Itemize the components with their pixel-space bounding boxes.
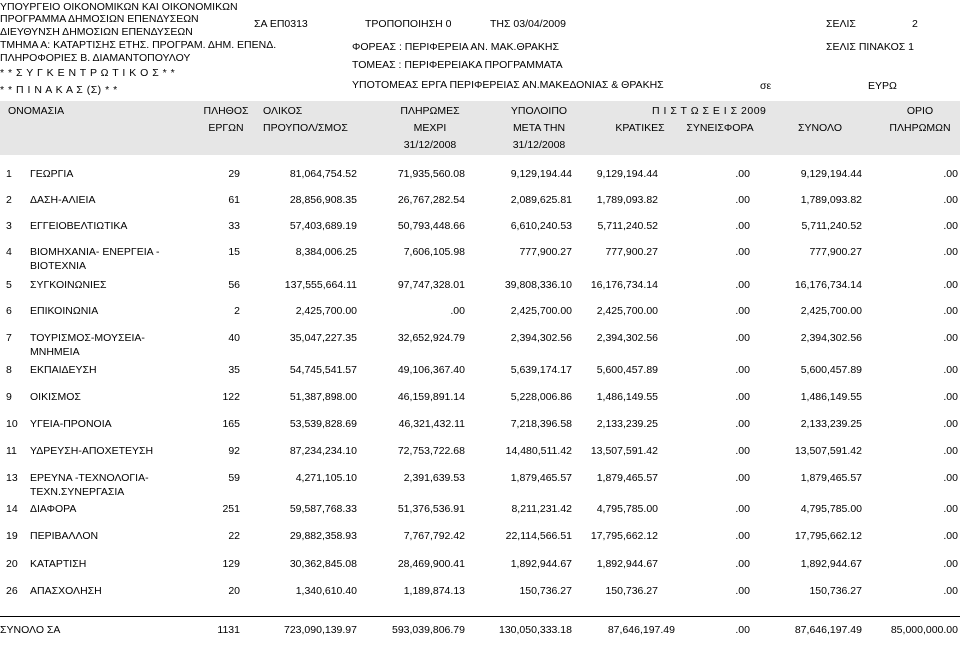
table-row (0, 194, 960, 222)
row-cofund: .00 (735, 503, 750, 515)
row-remaining: 22,114,566.51 (505, 530, 572, 542)
col-total-header: ΣΥΝΟΛΟ (797, 122, 842, 134)
row-total: 2,425,700.00 (800, 305, 862, 317)
row-national: 2,394,302.56 (596, 332, 658, 344)
row-cofund: .00 (735, 418, 750, 430)
row-name: ΕΚΠΑΙΔΕΥΣΗ (30, 364, 97, 376)
row-budget: 51,387,898.00 (289, 391, 357, 403)
row-limit: .00 (943, 445, 958, 457)
credits-2009-header: Π Ι Σ Τ Ω Σ Ε Ι Σ 2009 (652, 105, 767, 117)
row-paid: 28,469,900.41 (397, 558, 465, 570)
totals-remaining: 130,050,333.18 (499, 624, 572, 636)
row-name: ΥΓΕΙΑ-ΠΡΟΝΟΙΑ (30, 418, 112, 430)
row-budget: 81,064,754.52 (289, 168, 357, 180)
row-remaining: 39,808,336.10 (504, 279, 572, 291)
page-label: ΣΕΛΙΣ (826, 18, 856, 30)
table-row (0, 391, 960, 419)
row-limit: .00 (943, 246, 958, 258)
row-name: ΕΡΕΥΝΑ -ΤΕΧΝΟΛΟΓΙΑ- ΤΕΧΝ.ΣΥΝΕΡΓΑΣΙΑ (30, 472, 149, 498)
row-count: 33 (228, 220, 240, 232)
row-cofund: .00 (735, 445, 750, 457)
row-national: 2,133,239.25 (596, 418, 658, 430)
row-remaining: 14,480,511.42 (505, 445, 572, 457)
row-paid: 32,652,924.79 (397, 332, 465, 344)
row-limit: .00 (943, 585, 958, 597)
row-budget: 57,403,689.19 (289, 220, 357, 232)
row-national: 13,507,591.42 (590, 445, 658, 457)
row-count: 122 (222, 391, 240, 403)
row-limit: .00 (943, 418, 958, 430)
col-national-header: ΚΡΑΤΙΚΕΣ (615, 122, 665, 134)
row-paid: 7,767,792.42 (403, 530, 465, 542)
row-code: 19 (6, 530, 18, 542)
col-name-header: ΟΝΟΜΑΣΙΑ (8, 105, 65, 117)
row-national: 1,789,093.82 (596, 194, 658, 206)
row-budget: 30,362,845.08 (289, 558, 357, 570)
row-code: 8 (6, 364, 12, 376)
col-count-header-1: ΠΛΗΘΟΣ (203, 105, 249, 117)
col-count-header-2: ΕΡΓΩΝ (208, 122, 244, 134)
totals-cofund: .00 (735, 624, 750, 636)
row-paid: .00 (450, 305, 465, 317)
row-national: 1,879,465.57 (596, 472, 658, 484)
row-cofund: .00 (735, 220, 750, 232)
table-row (0, 220, 960, 248)
table-row (0, 472, 960, 500)
row-code: 20 (6, 558, 18, 570)
row-cofund: .00 (735, 391, 750, 403)
row-code: 9 (6, 391, 12, 403)
row-limit: .00 (943, 503, 958, 515)
row-code: 6 (6, 305, 12, 317)
row-name: ΤΟΥΡΙΣΜΟΣ-ΜΟΥΣΕΙΑ- ΜΝΗΜΕΙΑ (30, 332, 145, 358)
row-total: 1,789,093.82 (800, 194, 862, 206)
directorate-line: ΔΙΕΥΘΥΝΣΗ ΔΗΜΟΣΙΩΝ ΕΠΕΝΔΥΣΕΩΝ (0, 26, 193, 38)
col-remaining-header-2: ΜΕΤΑ ΤΗΝ (512, 122, 566, 134)
row-paid: 51,376,536.91 (397, 503, 465, 515)
row-limit: .00 (943, 530, 958, 542)
report-date: ΤΗΣ 03/04/2009 (490, 18, 566, 30)
totals-budget: 723,090,139.97 (284, 624, 357, 636)
row-national: 5,711,240.52 (597, 220, 658, 232)
totals-national: 87,646,197.49 (607, 624, 675, 636)
row-cofund: .00 (735, 332, 750, 344)
row-cofund: .00 (735, 168, 750, 180)
modification-number: ΤΡΟΠΟΠΟΙΗΣΗ 0 (365, 18, 452, 30)
row-remaining: 2,425,700.00 (510, 305, 572, 317)
row-remaining: 1,892,944.67 (510, 558, 572, 570)
row-total: 1,879,465.57 (800, 472, 862, 484)
table-row (0, 332, 960, 360)
row-paid: 7,606,105.98 (403, 246, 465, 258)
row-cofund: .00 (735, 364, 750, 376)
row-national: 17,795,662.12 (590, 530, 658, 542)
row-total: 1,486,149.55 (800, 391, 862, 403)
ministry-line: ΥΠΟΥΡΓΕΙΟ ΟΙΚΟΝΟΜΙΚΩΝ ΚΑΙ ΟΙΚΟΝΟΜΙΚΩΝ (0, 1, 238, 13)
row-remaining: 150,736.27 (519, 585, 572, 597)
department-line: ΤΜΗΜΑ Α: ΚΑΤΑΡΤΙΣΗΣ ΕΤΗΣ. ΠΡΟΓΡΑΜ. ΔΗΜ. ΕΠΕΝΔ. (0, 39, 277, 51)
row-limit: .00 (943, 279, 958, 291)
row-total: 2,394,302.56 (800, 332, 862, 344)
row-budget: 1,340,610.40 (295, 585, 357, 597)
table-row (0, 445, 960, 473)
row-remaining: 5,228,006.86 (510, 391, 572, 403)
row-name: ΒΙΟΜΗΧΑΝΙΑ- ΕΝΕΡΓΕΙΑ - ΒΙΟΤΕΧΝΙΑ (30, 246, 160, 272)
table-row (0, 168, 960, 196)
row-remaining: 1,879,465.57 (510, 472, 572, 484)
table-title-line: * * Π Ι Ν Α Κ Α Σ (Σ) * * (0, 84, 118, 96)
row-budget: 28,856,908.35 (289, 194, 357, 206)
totals-label: ΣΥΝΟΛΟ ΣΑ (0, 624, 61, 636)
table-row (0, 418, 960, 446)
sa-code: ΣΑ ΕΠ0313 (254, 18, 308, 30)
row-paid: 1,189,874.13 (403, 585, 465, 597)
row-name: ΣΥΓΚΟΙΝΩΝΙΕΣ (30, 279, 107, 291)
row-national: 1,892,944.67 (596, 558, 658, 570)
row-code: 7 (6, 332, 12, 344)
row-limit: .00 (943, 332, 958, 344)
totals-count: 1131 (217, 624, 240, 636)
row-remaining: 7,218,396.58 (510, 418, 572, 430)
contact-line: ΠΛΗΡΟΦΟΡΙΕΣ Β. ΔΙΑΜΑΝΤΟΠΟΥΛΟΥ (0, 52, 191, 64)
totals-row (0, 624, 960, 652)
row-total: 13,507,591.42 (794, 445, 862, 457)
row-count: 59 (228, 472, 240, 484)
subsection-label: ΥΠΟΤΟΜΕΑΣ ΕΡΓΑ ΠΕΡΙΦΕΡΕΙΑΣ ΑΝ.ΜΑΚΕΔΟΝΙΑΣ & ΘΡΑΚΗΣ (352, 79, 664, 91)
table-row (0, 503, 960, 531)
row-limit: .00 (943, 168, 958, 180)
row-national: 150,736.27 (605, 585, 658, 597)
row-count: 61 (228, 194, 240, 206)
row-national: 777,900.27 (605, 246, 658, 258)
table-row (0, 585, 960, 613)
table-row (0, 305, 960, 333)
row-name: ΕΠΙΚΟΙΝΩΝΙΑ (30, 305, 99, 317)
body-label: ΦΟΡΕΑΣ : ΠΕΡΙΦΕΡΕΙΑ ΑΝ. ΜΑΚ.ΘΡΑΚΗΣ (352, 41, 559, 53)
row-name: ΔΙΑΦΟΡΑ (30, 503, 77, 515)
row-code: 11 (6, 445, 17, 457)
row-paid: 50,793,448.66 (397, 220, 465, 232)
row-paid: 49,106,367.40 (397, 364, 465, 376)
totals-paid: 593,039,806.79 (392, 624, 465, 636)
row-budget: 137,555,664.11 (284, 279, 357, 291)
row-limit: .00 (943, 305, 958, 317)
row-name: ΥΔΡΕΥΣΗ-ΑΠΟΧΕΤΕΥΣΗ (30, 445, 154, 457)
row-national: 5,600,457.89 (596, 364, 658, 376)
col-limit-header-2: ΠΛΗΡΩΜΩΝ (889, 122, 951, 134)
row-name: ΟΙΚΙΣΜΟΣ (30, 391, 81, 403)
row-cofund: .00 (735, 279, 750, 291)
row-count: 2 (234, 305, 240, 317)
row-code: 26 (6, 585, 18, 597)
totals-limit: 85,000,000.00 (890, 624, 958, 636)
col-limit-header-1: ΟΡΙΟ (906, 105, 934, 117)
col-paid-header-2: ΜΕΧΡΙ (413, 122, 447, 134)
row-remaining: 9,129,194.44 (510, 168, 572, 180)
row-budget: 54,745,541.57 (289, 364, 357, 376)
row-total: 9,129,194.44 (800, 168, 862, 180)
col-remaining-header-3: 31/12/2008 (512, 139, 566, 151)
row-total: 5,711,240.52 (801, 220, 862, 232)
row-paid: 46,321,432.11 (398, 418, 465, 430)
row-count: 40 (228, 332, 240, 344)
row-count: 92 (228, 445, 240, 457)
row-code: 13 (6, 472, 18, 484)
col-budget-header-2: ΠΡΟΥΠΟΛ/ΣΜΟΣ (263, 122, 348, 134)
row-total: 16,176,734.14 (794, 279, 862, 291)
row-total: 4,795,785.00 (800, 503, 862, 515)
row-budget: 53,539,828.69 (289, 418, 357, 430)
row-total: 150,736.27 (809, 585, 862, 597)
row-remaining: 6,610,240.53 (510, 220, 572, 232)
row-paid: 97,747,328.01 (397, 279, 465, 291)
row-national: 4,795,785.00 (596, 503, 658, 515)
row-total: 1,892,944.67 (800, 558, 862, 570)
row-cofund: .00 (735, 558, 750, 570)
row-remaining: 2,394,302.56 (510, 332, 572, 344)
row-name: ΚΑΤΑΡΤΙΣΗ (30, 558, 87, 570)
row-national: 2,425,700.00 (596, 305, 658, 317)
row-name: ΑΠΑΣΧΟΛΗΣΗ (30, 585, 102, 597)
row-cofund: .00 (735, 194, 750, 206)
row-budget: 87,234,234.10 (289, 445, 357, 457)
row-code: 1 (6, 168, 12, 180)
row-total: 2,133,239.25 (800, 418, 862, 430)
row-budget: 59,587,768.33 (289, 503, 357, 515)
row-national: 1,486,149.55 (596, 391, 658, 403)
row-cofund: .00 (735, 305, 750, 317)
col-paid-header-3: 31/12/2008 (403, 139, 457, 151)
row-code: 3 (6, 220, 12, 232)
row-budget: 4,271,105.10 (295, 472, 357, 484)
totals-total: 87,646,197.49 (794, 624, 862, 636)
section-label: ΤΟΜΕΑΣ : ΠΕΡΙΦΕΡΕΙΑΚΑ ΠΡΟΓΡΑΜΜΑΤΑ (352, 59, 563, 71)
row-limit: .00 (943, 364, 958, 376)
row-paid: 46,159,891.14 (397, 391, 465, 403)
col-cofund-header: ΣΥΝΕΙΣΦΟΡΑ (686, 122, 754, 134)
row-limit: .00 (943, 220, 958, 232)
row-code: 2 (6, 194, 12, 206)
table-row (0, 530, 960, 558)
row-cofund: .00 (735, 585, 750, 597)
unit-label: ΕΥΡΩ (868, 80, 897, 92)
table-row (0, 279, 960, 307)
row-budget: 8,384,006.25 (295, 246, 357, 258)
row-name: ΔΑΣΗ-ΑΛΙΕΙΑ (30, 194, 96, 206)
row-budget: 29,882,358.93 (289, 530, 357, 542)
row-code: 4 (6, 246, 12, 258)
row-count: 35 (228, 364, 240, 376)
row-remaining: 2,089,625.81 (510, 194, 572, 206)
row-name: ΓΕΩΡΓΙΑ (30, 168, 74, 180)
summary-title-line: * * Σ Υ Γ Κ Ε Ν Τ Ρ Ω Τ Ι Κ Ο Σ * * (0, 67, 176, 79)
page-number: 2 (912, 18, 918, 30)
row-national: 16,176,734.14 (590, 279, 658, 291)
row-count: 29 (228, 168, 240, 180)
row-cofund: .00 (735, 530, 750, 542)
row-code: 5 (6, 279, 12, 291)
row-budget: 2,425,700.00 (295, 305, 357, 317)
row-remaining: 777,900.27 (519, 246, 572, 258)
row-count: 22 (228, 530, 240, 542)
row-code: 14 (6, 503, 18, 515)
row-name: ΕΓΓΕΙΟΒΕΛΤΙΩΤΙΚΑ (30, 220, 128, 232)
row-remaining: 8,211,231.42 (511, 503, 572, 515)
unit-prefix: σε (760, 80, 772, 92)
row-count: 129 (222, 558, 240, 570)
row-budget: 35,047,227.35 (289, 332, 357, 344)
row-limit: .00 (943, 391, 958, 403)
row-name: ΠΕΡΙΒΑΛΛΟΝ (30, 530, 99, 542)
table-row (0, 558, 960, 586)
program-line: ΠΡΟΓΡΑΜΜΑ ΔΗΜΟΣΙΩΝ ΕΠΕΝΔΥΣΕΩΝ (0, 13, 199, 25)
row-remaining: 5,639,174.17 (510, 364, 572, 376)
col-paid-header-1: ΠΛΗΡΩΜΕΣ (400, 105, 460, 117)
row-paid: 72,753,722.68 (397, 445, 465, 457)
row-paid: 71,935,560.08 (397, 168, 465, 180)
row-total: 777,900.27 (809, 246, 862, 258)
row-total: 17,795,662.12 (794, 530, 862, 542)
row-count: 56 (228, 279, 240, 291)
col-budget-header-1: ΟΛΙΚΟΣ (263, 105, 303, 117)
totals-divider (0, 616, 960, 617)
row-limit: .00 (943, 472, 958, 484)
row-code: 10 (6, 418, 18, 430)
row-count: 165 (222, 418, 240, 430)
row-cofund: .00 (735, 246, 750, 258)
row-national: 9,129,194.44 (596, 168, 658, 180)
row-count: 15 (228, 246, 240, 258)
row-limit: .00 (943, 194, 958, 206)
table-row (0, 364, 960, 392)
table-row (0, 246, 960, 274)
row-count: 251 (222, 503, 240, 515)
table-page: ΣΕΛΙΣ ΠΙΝΑΚΟΣ 1 (826, 41, 915, 53)
row-total: 5,600,457.89 (800, 364, 862, 376)
col-remaining-header-1: ΥΠΟΛΟΙΠΟ (510, 105, 568, 117)
row-count: 20 (228, 585, 240, 597)
row-paid: 26,767,282.54 (397, 194, 465, 206)
row-limit: .00 (943, 558, 958, 570)
row-cofund: .00 (735, 472, 750, 484)
row-paid: 2,391,639.53 (403, 472, 465, 484)
